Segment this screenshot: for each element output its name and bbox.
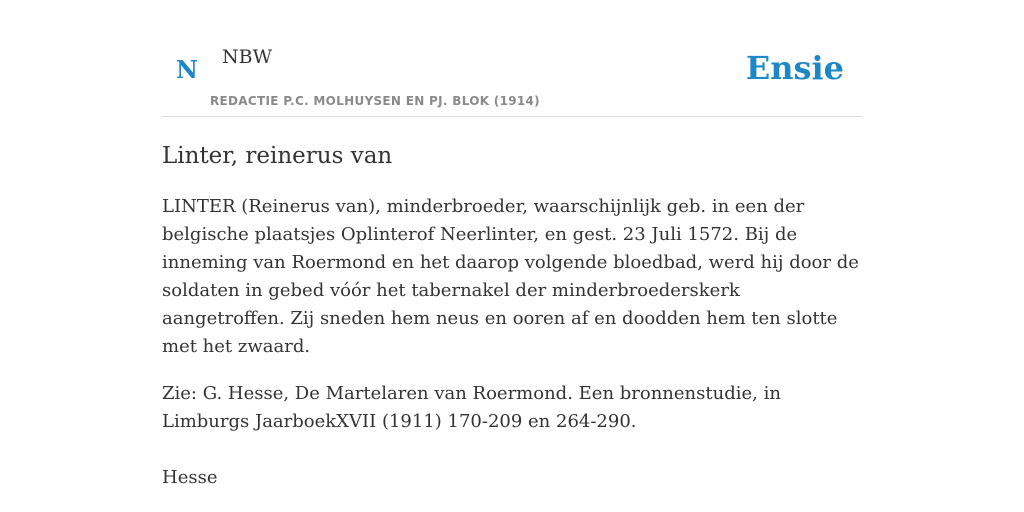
source-header [162, 0, 862, 117]
article-title: Linter, reinerus van [162, 143, 393, 169]
source-logo-icon[interactable]: N [176, 55, 198, 84]
article-paragraph: LINTER (Reinerus van), minderbroeder, waarschijnlijk geb. in een der belgische plaatsjes Oplinterof Neerlinter, en gest. 23 Juli 1572. Bij de inneming van Roermond en het daarop volgende bloedbad, werd hij door de soldaten in gebed vóór het tabernakel der minderbroederskerk aangetroffen. Zij sneden hem neus en ooren af en doodden hem ten slotte met het zwaard. [162, 196, 859, 357]
source-subtitle: REDACTIE P.C. MOLHUYSEN EN PJ. BLOK (1914) [210, 94, 540, 108]
ensie-logo-link[interactable]: Ensie [745, 49, 844, 87]
source-title[interactable]: NBW [222, 46, 273, 68]
article-author[interactable]: Hesse [162, 467, 218, 488]
article-reference: Zie: G. Hesse, De Martelaren van Roermond. Een bronnenstudie, in Limburgs JaarboekXVII (1911) 170-209 en 264-290. [162, 383, 781, 432]
page [162, 0, 862, 492]
